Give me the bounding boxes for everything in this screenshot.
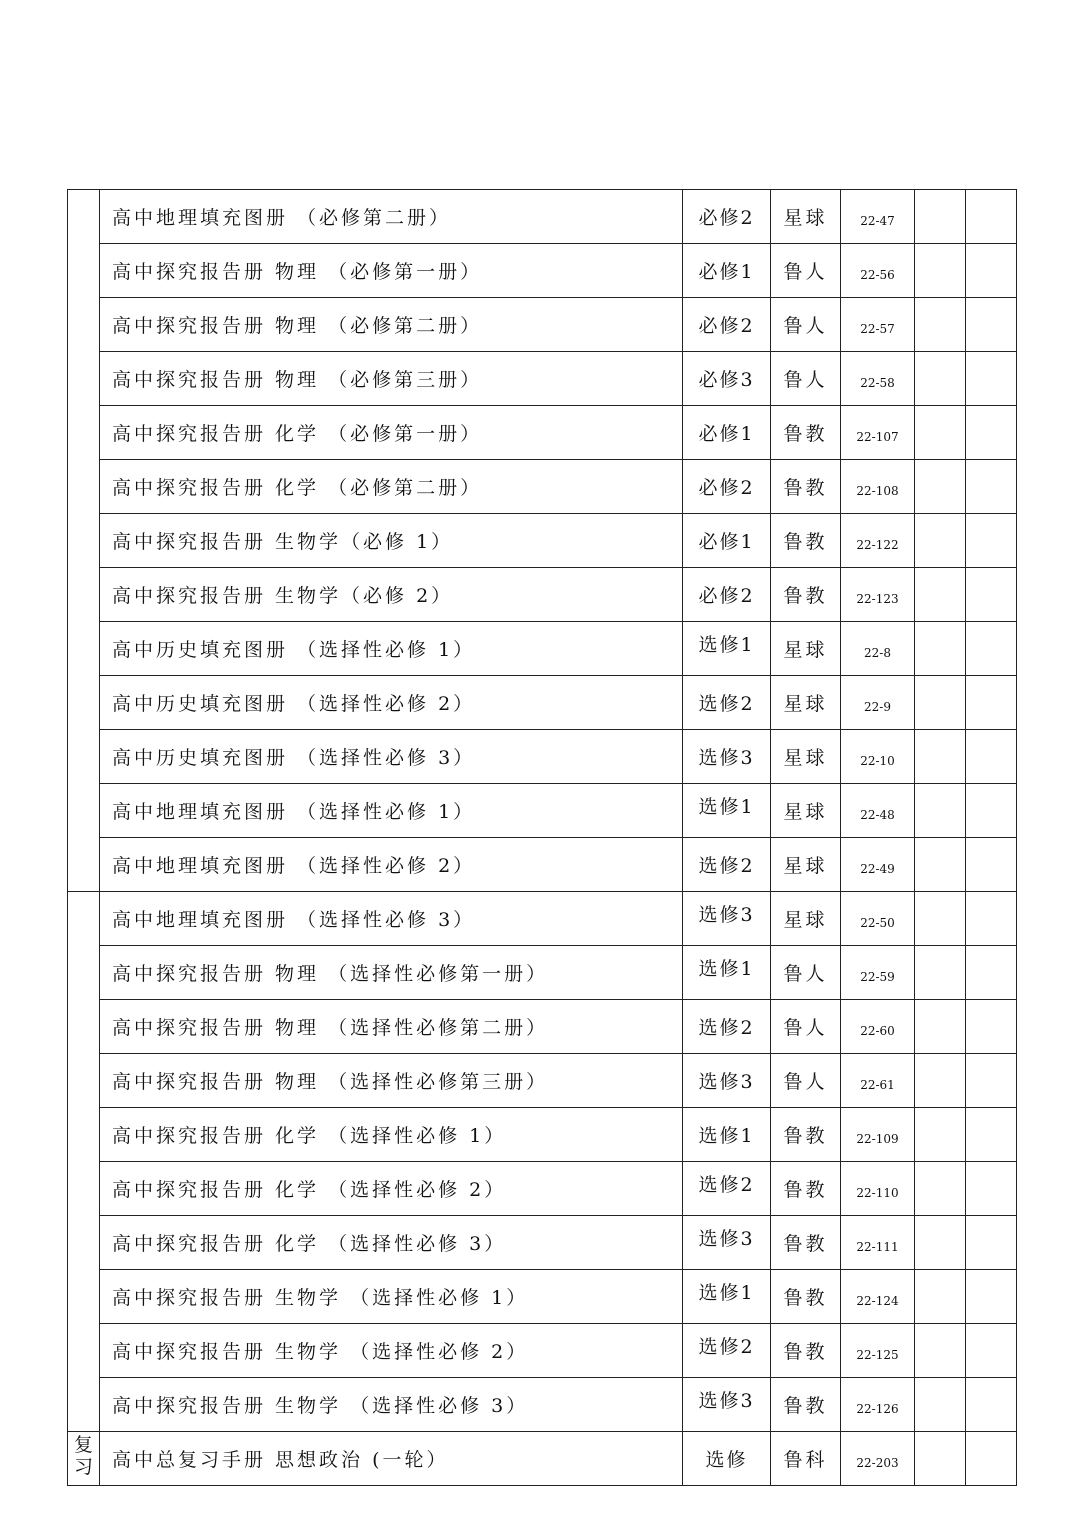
- table-row: [68, 838, 1017, 892]
- table-row: [68, 1216, 1017, 1270]
- publisher-cell: 鲁教: [771, 460, 841, 514]
- code-cell: 22-110: [841, 1162, 915, 1216]
- module-label: 选修3: [698, 1228, 755, 1250]
- category-cell-review: [68, 1432, 100, 1486]
- empty-cell: [915, 352, 966, 406]
- empty-cell: [966, 1270, 1017, 1324]
- empty-cell: [966, 190, 1017, 244]
- module-cell: [683, 244, 771, 298]
- module-label: 选修1: [698, 1282, 755, 1304]
- empty-cell: [966, 730, 1017, 784]
- empty-cell: [966, 1054, 1017, 1108]
- empty-cell: [915, 1108, 966, 1162]
- empty-cell: [966, 676, 1017, 730]
- module-cell: [683, 946, 771, 1000]
- code-cell: 22-122: [841, 514, 915, 568]
- empty-cell: [915, 1432, 966, 1486]
- module-cell: [683, 568, 771, 622]
- publisher-cell: 星球: [771, 622, 841, 676]
- module-label: 必修2: [698, 477, 755, 499]
- code-cell: 22-47: [841, 190, 915, 244]
- publisher-cell: 鲁教: [771, 1108, 841, 1162]
- code-cell: 22-56: [841, 244, 915, 298]
- book-list-table: [67, 189, 1017, 1486]
- book-title-cell: 高中探究报告册 生物学 （选择性必修 1）: [100, 1270, 683, 1324]
- table-row: [68, 298, 1017, 352]
- empty-cell: [966, 1216, 1017, 1270]
- module-cell: [683, 1162, 771, 1216]
- module-label: 选修: [705, 1449, 748, 1471]
- empty-cell: [966, 1432, 1017, 1486]
- publisher-cell: 鲁教: [771, 1378, 841, 1432]
- module-label: 必修1: [698, 261, 755, 283]
- empty-cell: [966, 298, 1017, 352]
- module-cell: [683, 1432, 771, 1486]
- book-title-cell: 高中探究报告册 生物学 （选择性必修 3）: [100, 1378, 683, 1432]
- code-cell: 22-61: [841, 1054, 915, 1108]
- book-title-cell: 高中探究报告册 化学 （选择性必修 3）: [100, 1216, 683, 1270]
- module-label: 选修3: [698, 1071, 755, 1093]
- table-row: [68, 406, 1017, 460]
- publisher-cell: 鲁人: [771, 946, 841, 1000]
- module-label: 选修2: [698, 1017, 755, 1039]
- empty-cell: [966, 946, 1017, 1000]
- module-cell: [683, 622, 771, 676]
- code-cell: 22-107: [841, 406, 915, 460]
- book-title-cell: 高中探究报告册 化学 （必修第二册）: [100, 460, 683, 514]
- empty-cell: [915, 1162, 966, 1216]
- table-body: [68, 190, 1017, 1486]
- empty-cell: [966, 244, 1017, 298]
- empty-cell: [915, 622, 966, 676]
- table-row: [68, 1324, 1017, 1378]
- category-cell: [68, 190, 100, 892]
- module-label: 必修1: [698, 531, 755, 553]
- module-cell: [683, 352, 771, 406]
- empty-cell: [915, 1216, 966, 1270]
- publisher-cell: 鲁教: [771, 406, 841, 460]
- publisher-cell: 鲁人: [771, 352, 841, 406]
- book-title-cell: 高中地理填充图册 （选择性必修 2）: [100, 838, 683, 892]
- empty-cell: [966, 568, 1017, 622]
- empty-cell: [915, 730, 966, 784]
- empty-cell: [915, 838, 966, 892]
- code-cell: 22-9: [841, 676, 915, 730]
- code-cell: 22-109: [841, 1108, 915, 1162]
- module-cell: [683, 514, 771, 568]
- publisher-cell: 鲁人: [771, 298, 841, 352]
- module-cell: [683, 190, 771, 244]
- table-row: [68, 730, 1017, 784]
- table-row: [68, 892, 1017, 946]
- publisher-cell: 鲁教: [771, 1216, 841, 1270]
- category-cell: [68, 892, 100, 1432]
- module-cell: [683, 784, 771, 838]
- empty-cell: [915, 1270, 966, 1324]
- empty-cell: [915, 784, 966, 838]
- module-cell: [683, 406, 771, 460]
- book-title-cell: 高中历史填充图册 （选择性必修 3）: [100, 730, 683, 784]
- module-label: 选修2: [698, 1336, 755, 1358]
- empty-cell: [966, 892, 1017, 946]
- module-cell: [683, 1270, 771, 1324]
- book-title-cell: 高中探究报告册 生物学（必修 1）: [100, 514, 683, 568]
- book-title-cell: 高中地理填充图册 （必修第二册）: [100, 190, 683, 244]
- code-cell: 22-58: [841, 352, 915, 406]
- publisher-cell: 星球: [771, 784, 841, 838]
- empty-cell: [966, 1108, 1017, 1162]
- book-title-cell: 高中地理填充图册 （选择性必修 1）: [100, 784, 683, 838]
- code-cell: 22-111: [841, 1216, 915, 1270]
- module-label: 选修3: [698, 904, 755, 926]
- module-cell: [683, 1000, 771, 1054]
- empty-cell: [966, 352, 1017, 406]
- table-row: [68, 1270, 1017, 1324]
- publisher-cell: 鲁教: [771, 568, 841, 622]
- empty-cell: [915, 1324, 966, 1378]
- module-label: 选修3: [698, 747, 755, 769]
- code-cell: 22-8: [841, 622, 915, 676]
- empty-cell: [915, 946, 966, 1000]
- empty-cell: [915, 1378, 966, 1432]
- code-cell: 22-59: [841, 946, 915, 1000]
- publisher-cell: 星球: [771, 676, 841, 730]
- empty-cell: [966, 1324, 1017, 1378]
- empty-cell: [966, 460, 1017, 514]
- book-title-cell: 高中探究报告册 物理 （必修第一册）: [100, 244, 683, 298]
- book-title-cell: 高中探究报告册 化学 （选择性必修 1）: [100, 1108, 683, 1162]
- book-title-cell: 高中探究报告册 化学 （选择性必修 2）: [100, 1162, 683, 1216]
- module-label: 必修2: [698, 315, 755, 337]
- table-row: [68, 190, 1017, 244]
- empty-cell: [915, 568, 966, 622]
- module-label: 选修1: [698, 796, 755, 818]
- empty-cell: [915, 190, 966, 244]
- code-cell: 22-60: [841, 1000, 915, 1054]
- table-row: [68, 514, 1017, 568]
- empty-cell: [966, 1162, 1017, 1216]
- empty-cell: [915, 514, 966, 568]
- empty-cell: [966, 838, 1017, 892]
- module-cell: [683, 1216, 771, 1270]
- code-cell: 22-57: [841, 298, 915, 352]
- module-cell: [683, 730, 771, 784]
- module-cell: [683, 1054, 771, 1108]
- book-title-cell: 高中总复习手册 思想政治 (一轮）: [100, 1432, 683, 1486]
- table-row: [68, 1162, 1017, 1216]
- publisher-cell: 鲁教: [771, 514, 841, 568]
- empty-cell: [915, 1000, 966, 1054]
- code-cell: 22-50: [841, 892, 915, 946]
- book-title-cell: 高中探究报告册 化学 （必修第一册）: [100, 406, 683, 460]
- empty-cell: [966, 622, 1017, 676]
- publisher-cell: 鲁教: [771, 1324, 841, 1378]
- book-title-cell: 高中探究报告册 物理 （必修第二册）: [100, 298, 683, 352]
- module-cell: [683, 1378, 771, 1432]
- book-title-cell: 高中探究报告册 物理 （选择性必修第二册）: [100, 1000, 683, 1054]
- empty-cell: [966, 1378, 1017, 1432]
- book-title-cell: 高中历史填充图册 （选择性必修 2）: [100, 676, 683, 730]
- module-label: 选修2: [698, 855, 755, 877]
- code-cell: 22-125: [841, 1324, 915, 1378]
- empty-cell: [915, 244, 966, 298]
- table-row: [68, 946, 1017, 1000]
- table-row: [68, 352, 1017, 406]
- publisher-cell: 鲁人: [771, 1054, 841, 1108]
- module-cell: [683, 892, 771, 946]
- book-title-cell: 高中探究报告册 生物学 （选择性必修 2）: [100, 1324, 683, 1378]
- category-label: 复习: [73, 1434, 93, 1478]
- table-row: [68, 460, 1017, 514]
- code-cell: 22-126: [841, 1378, 915, 1432]
- module-label: 必修2: [698, 585, 755, 607]
- module-cell: [683, 676, 771, 730]
- empty-cell: [915, 676, 966, 730]
- table-row: [68, 1378, 1017, 1432]
- module-label: 选修2: [698, 1174, 755, 1196]
- module-label: 必修1: [698, 423, 755, 445]
- publisher-cell: 星球: [771, 838, 841, 892]
- empty-cell: [966, 1000, 1017, 1054]
- module-label: 选修3: [698, 1390, 755, 1412]
- module-label: 选修1: [698, 634, 755, 656]
- publisher-cell: 鲁教: [771, 1162, 841, 1216]
- publisher-cell: 鲁教: [771, 1270, 841, 1324]
- book-title-cell: 高中探究报告册 物理 （选择性必修第一册）: [100, 946, 683, 1000]
- table-row: [68, 244, 1017, 298]
- table-row: [68, 784, 1017, 838]
- module-label: 选修1: [698, 1125, 755, 1147]
- module-label: 选修1: [698, 958, 755, 980]
- publisher-cell: 星球: [771, 190, 841, 244]
- empty-cell: [966, 784, 1017, 838]
- publisher-cell: 星球: [771, 892, 841, 946]
- book-title-cell: 高中探究报告册 生物学（必修 2）: [100, 568, 683, 622]
- book-title-cell: 高中探究报告册 物理 （选择性必修第三册）: [100, 1054, 683, 1108]
- table-row: [68, 568, 1017, 622]
- code-cell: 22-10: [841, 730, 915, 784]
- module-label: 必修2: [698, 207, 755, 229]
- table-row: [68, 622, 1017, 676]
- empty-cell: [915, 298, 966, 352]
- code-cell: 22-124: [841, 1270, 915, 1324]
- publisher-cell: 鲁科: [771, 1432, 841, 1486]
- table-row: [68, 1432, 1017, 1486]
- publisher-cell: 星球: [771, 730, 841, 784]
- module-label: 必修3: [698, 369, 755, 391]
- book-title-cell: 高中探究报告册 物理 （必修第三册）: [100, 352, 683, 406]
- empty-cell: [915, 406, 966, 460]
- module-cell: [683, 1108, 771, 1162]
- book-title-cell: 高中地理填充图册 （选择性必修 3）: [100, 892, 683, 946]
- module-label: 选修2: [698, 693, 755, 715]
- empty-cell: [915, 1054, 966, 1108]
- empty-cell: [966, 406, 1017, 460]
- module-cell: [683, 838, 771, 892]
- table-row: [68, 1054, 1017, 1108]
- table-row: [68, 1000, 1017, 1054]
- code-cell: 22-203: [841, 1432, 915, 1486]
- publisher-cell: 鲁人: [771, 244, 841, 298]
- empty-cell: [966, 514, 1017, 568]
- module-cell: [683, 460, 771, 514]
- table-row: [68, 1108, 1017, 1162]
- code-cell: 22-49: [841, 838, 915, 892]
- module-cell: [683, 1324, 771, 1378]
- empty-cell: [915, 892, 966, 946]
- publisher-cell: 鲁人: [771, 1000, 841, 1054]
- module-cell: [683, 298, 771, 352]
- code-cell: 22-48: [841, 784, 915, 838]
- table-row: [68, 676, 1017, 730]
- code-cell: 22-123: [841, 568, 915, 622]
- empty-cell: [915, 460, 966, 514]
- code-cell: 22-108: [841, 460, 915, 514]
- book-title-cell: 高中历史填充图册 （选择性必修 1）: [100, 622, 683, 676]
